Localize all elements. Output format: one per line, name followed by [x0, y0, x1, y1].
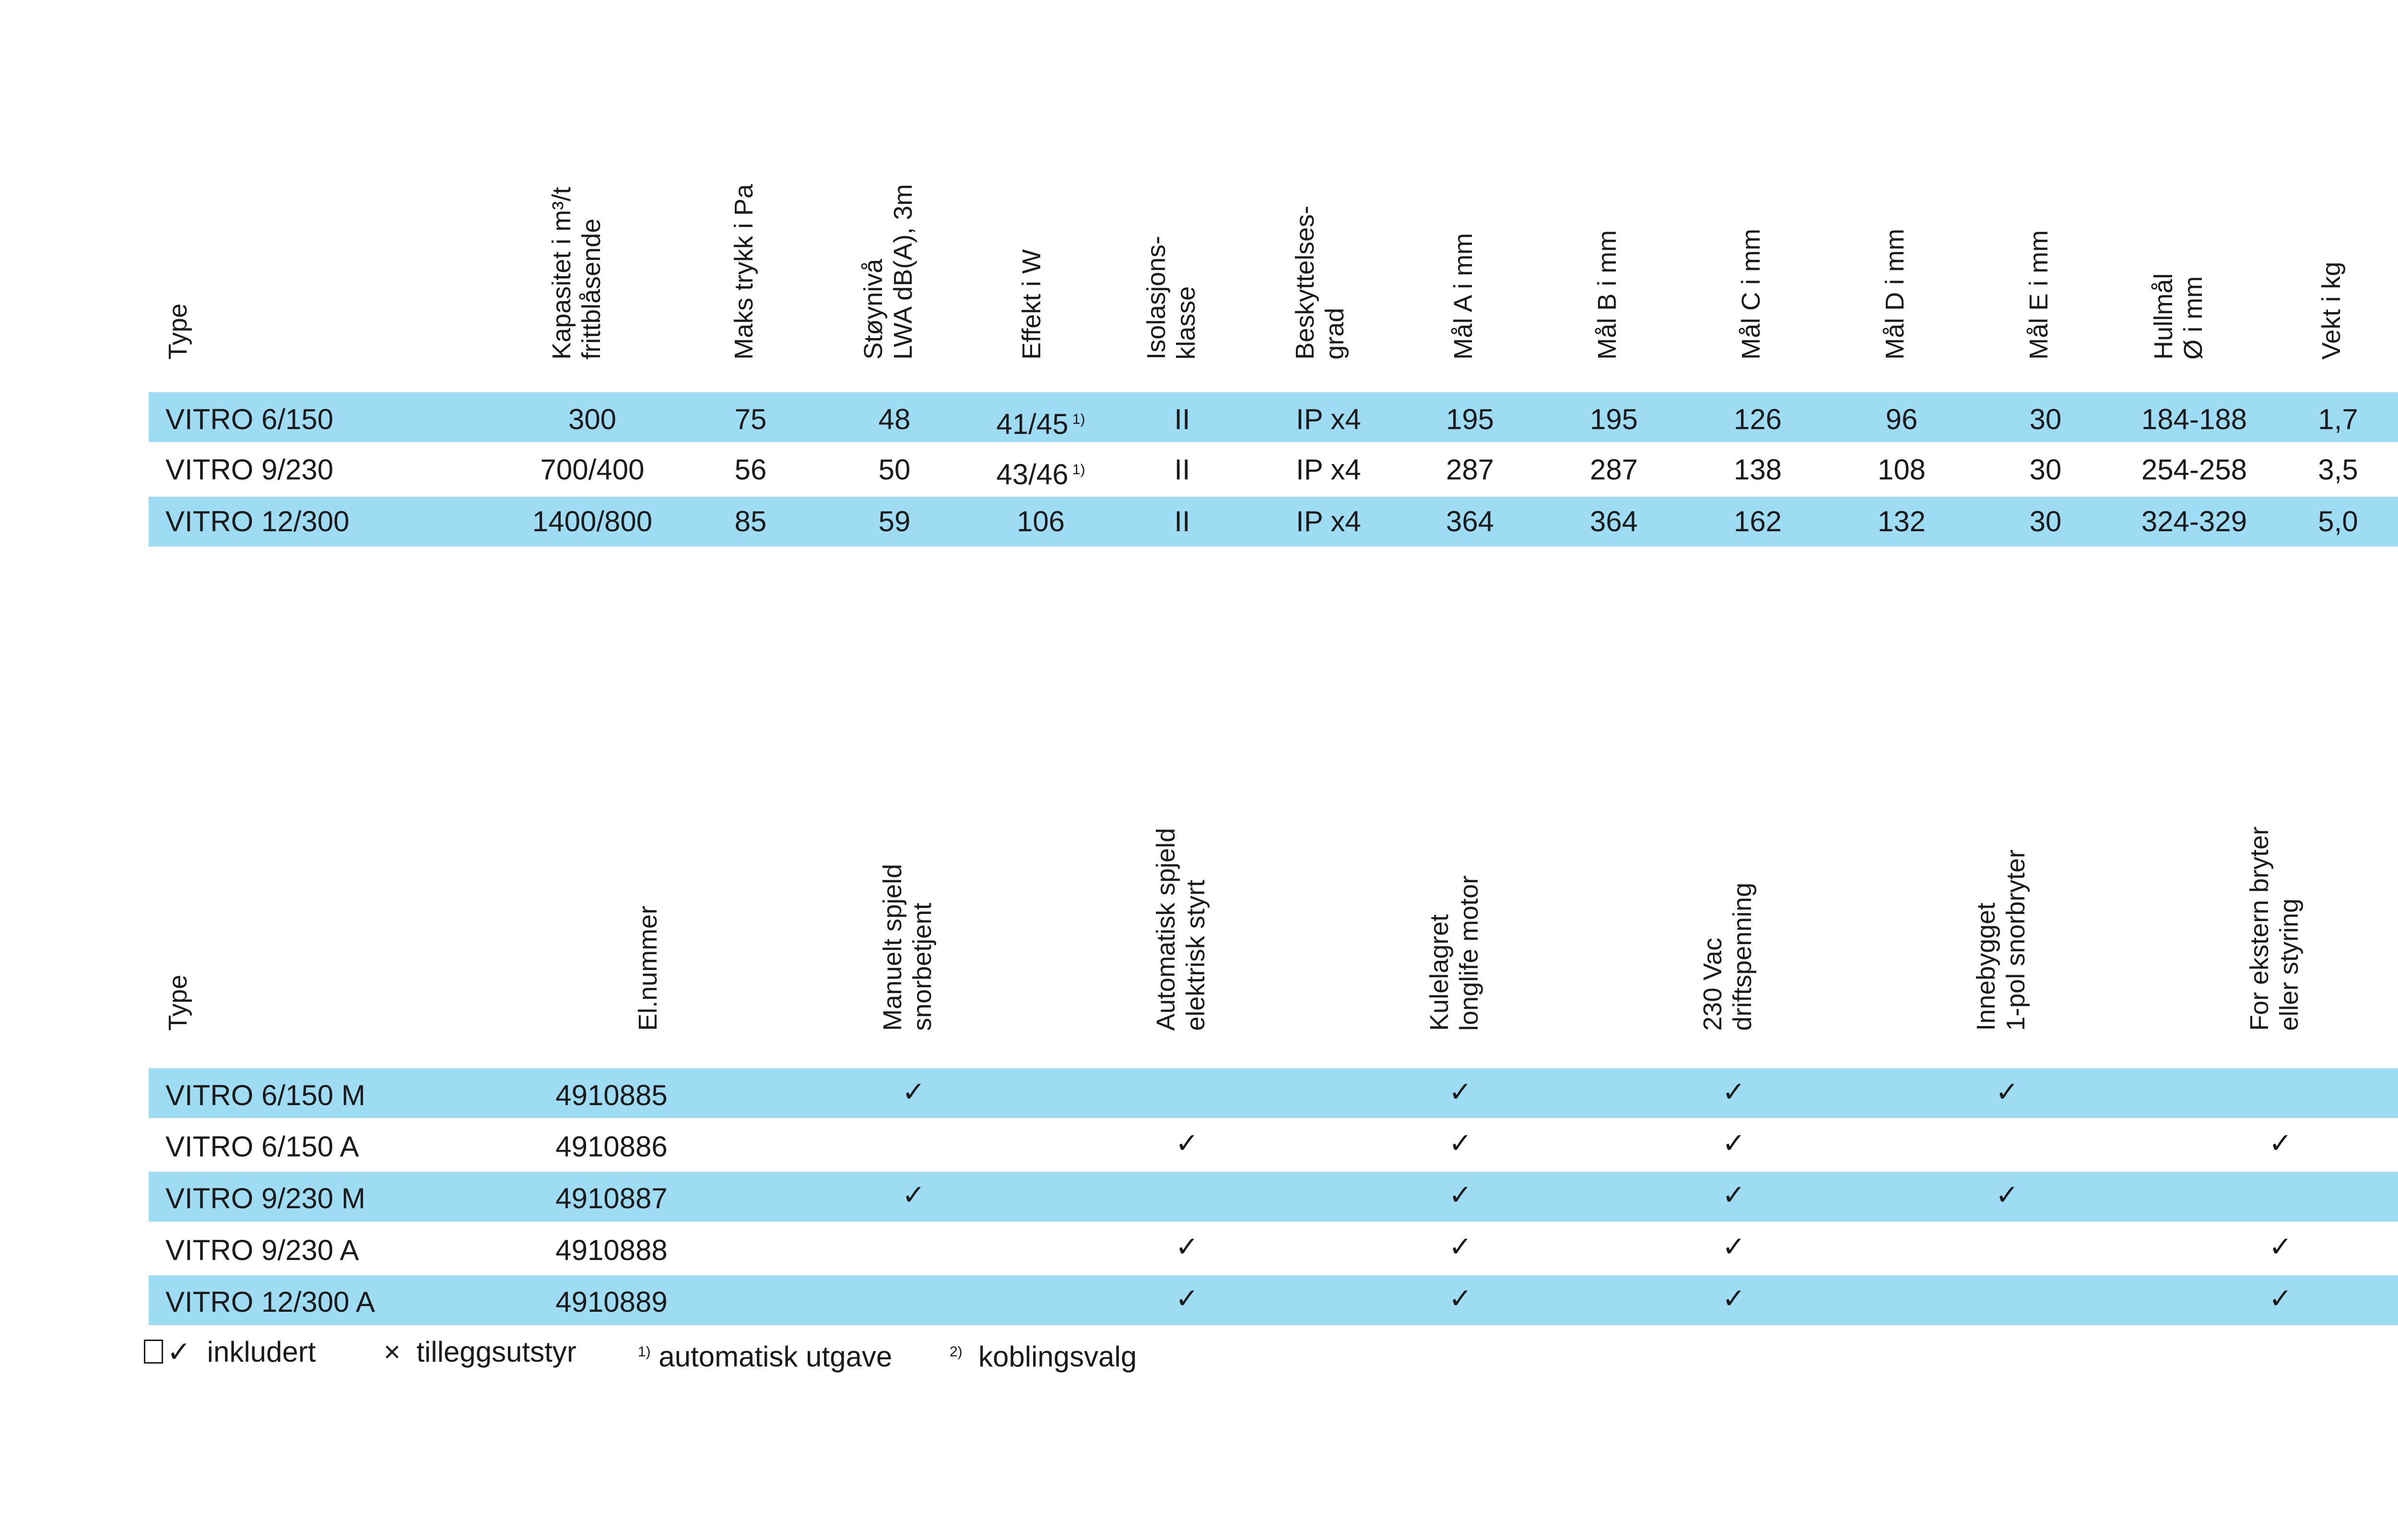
t1-cell: 108 [1877, 454, 1926, 486]
t2-header-motor: Kulelagret longlife motor [1425, 875, 1483, 1031]
cross-icon: × [384, 1336, 401, 1368]
t2-cell-type: VITRO 6/150 M [165, 1079, 365, 1111]
t2-header-pull-switch: Innebygget 1-pol snorbryter [1972, 849, 2030, 1031]
t1-header-dim-d: Mål D i mm [1881, 229, 1909, 360]
check-icon: ✓ [1448, 1231, 1472, 1262]
t1-cell: 195 [1589, 403, 1638, 435]
t1-cell: 162 [1733, 505, 1782, 537]
t1-cell: 41/45 $^{1)}$ [996, 408, 1085, 440]
check-icon: ✓ [1722, 1076, 1746, 1108]
t1-cell: 59 [878, 505, 911, 537]
t2-cell-type: VITRO 6/150 A [165, 1131, 359, 1163]
t1-cell: 195 [1446, 403, 1494, 435]
legend-accessory [384, 1338, 576, 1366]
t1-cell: II [1174, 403, 1190, 435]
check-icon: ✓ [1722, 1128, 1746, 1159]
t1-cell: 96 [1885, 403, 1918, 435]
check-icon: ✓ [1722, 1283, 1746, 1314]
check-icon: ✓ [1722, 1231, 1746, 1262]
t1-header-hole: Hullmål Ø i mm [2149, 273, 2208, 360]
t2-cell-elnumber: 4910886 [555, 1131, 668, 1163]
t2-cell-type: VITRO 9/230 M [165, 1182, 365, 1214]
t1-cell: 5,0 [2318, 505, 2358, 537]
t1-header-noise: Støynivå LWA dB(A), 3m [859, 184, 917, 360]
check-icon [144, 1340, 163, 1364]
t1-cell: IP x4 [1296, 454, 1361, 486]
t2-header-auto-damper: Automatisk spjeld elektrisk styrt [1152, 828, 1210, 1031]
check-icon: ✓ [2269, 1128, 2292, 1159]
t1-cell: 287 [1446, 454, 1494, 486]
t1-header-dim-c: Mål C i mm [1737, 229, 1765, 360]
check-icon: ✓ [1448, 1076, 1472, 1108]
t2-cell-type: VITRO 12/300 A [165, 1286, 375, 1318]
t1-cell: 50 [878, 454, 911, 486]
check-icon: ✓ [902, 1179, 926, 1211]
t1-cell: 30 [2029, 454, 2062, 486]
t1-cell-type: VITRO 6/150 [165, 403, 334, 435]
t1-cell: 132 [1877, 505, 1926, 537]
legend-note2 [950, 1338, 1137, 1371]
t1-cell: II [1174, 505, 1190, 537]
t2-row-band [149, 1068, 2398, 1118]
t1-header-power: Effekt i W [1017, 249, 1046, 360]
t2-row-band [149, 1172, 2398, 1222]
t1-cell: 1400/800 [532, 505, 653, 537]
t2-header-elnumber: El.nummer [634, 905, 662, 1031]
accessory-label: tilleggsutstyr [416, 1336, 576, 1368]
t2-cell-elnumber: 4910887 [555, 1182, 668, 1214]
t1-cell: II [1174, 454, 1190, 486]
t2-header-manual-damper: Manuelt spjeld snorbetjent [878, 863, 937, 1031]
t1-cell: 75 [734, 403, 767, 435]
check-icon: ✓ [902, 1076, 926, 1108]
included-symbol: ✓ [167, 1336, 191, 1368]
t2-cell-elnumber: 4910885 [555, 1079, 668, 1111]
note1-mark: 1) [638, 1344, 651, 1360]
t1-cell: 254-258 [2141, 454, 2247, 486]
t1-cell: 3,5 [2318, 454, 2358, 486]
check-icon: ✓ [1175, 1283, 1199, 1314]
t1-footnote-mark: 1) [1068, 462, 1085, 478]
note2-label: koblingsvalg [978, 1341, 1137, 1373]
t1-header-dim-e: Mål E i mm [2024, 230, 2053, 360]
t1-cell: 48 [878, 403, 911, 435]
t1-cell: 56 [734, 454, 767, 486]
t1-cell: 85 [734, 505, 767, 537]
t2-cell-elnumber: 4910888 [555, 1234, 668, 1266]
t2-cell-elnumber: 4910889 [555, 1286, 668, 1318]
t1-header-type: Type [164, 303, 192, 360]
legend-note1 [638, 1338, 892, 1371]
t2-cell-type: VITRO 9/230 A [165, 1234, 359, 1266]
t1-header-dim-a: Mål A i mm [1449, 233, 1478, 360]
t1-header-weight: Vekt i kg [2317, 261, 2346, 360]
legend-included [144, 1338, 316, 1366]
t1-cell: 138 [1733, 454, 1782, 486]
t1-header-dim-b: Mål B i mm [1593, 230, 1622, 360]
t2-header-type: Type [164, 974, 192, 1031]
t1-cell: 324-329 [2141, 505, 2247, 537]
check-icon: ✓ [1995, 1076, 2019, 1108]
check-icon: ✓ [1722, 1179, 1746, 1211]
t1-cell: 30 [2029, 403, 2062, 435]
t1-cell: 300 [568, 403, 617, 435]
check-icon: ✓ [1175, 1231, 1199, 1262]
t1-cell: IP x4 [1296, 403, 1361, 435]
t1-header-capacity: Kapasitet i m³/t frittblåsende [547, 187, 606, 360]
t1-footnote-mark: 1) [1068, 411, 1085, 427]
check-icon: ✓ [1448, 1128, 1472, 1159]
note2-mark: 2) [950, 1344, 963, 1360]
t1-cell: 106 [1016, 505, 1065, 537]
note1-label: automatisk utgave [658, 1341, 893, 1373]
t1-header-protection: Beskyttelses- grad [1291, 205, 1349, 360]
t1-cell: 43/46 $^{1)}$ [996, 458, 1085, 490]
t1-cell-type: VITRO 9/230 [165, 454, 334, 486]
t2-header-voltage: 230 Vac driftspenning [1698, 882, 1757, 1031]
t1-cell: 287 [1589, 454, 1638, 486]
check-icon: ✓ [1448, 1179, 1472, 1211]
included-label: inkludert [207, 1336, 316, 1368]
check-icon: ✓ [1995, 1179, 2019, 1211]
t1-header-max-pressure: Maks trykk i Pa [729, 184, 758, 360]
t1-cell: 184-188 [2141, 403, 2247, 435]
check-icon: ✓ [2269, 1231, 2292, 1262]
t1-cell-type: VITRO 12/300 [165, 505, 350, 537]
t1-cell: 30 [2029, 505, 2062, 537]
t1-cell: 1,7 [2318, 403, 2358, 435]
t2-row-band [149, 1275, 2398, 1325]
t1-cell: IP x4 [1296, 505, 1361, 537]
check-icon: ✓ [1175, 1128, 1199, 1159]
t2-header-external-switch: For ekstern bryter eller styring [2245, 826, 2304, 1031]
t1-header-insulation: Isolasjons- klasse [1142, 235, 1200, 360]
t1-cell: 364 [1446, 505, 1494, 537]
t1-cell: 126 [1733, 403, 1782, 435]
check-icon: ✓ [2269, 1283, 2292, 1314]
t1-cell: 700/400 [540, 454, 645, 486]
t1-cell: 364 [1589, 505, 1638, 537]
check-icon: ✓ [1448, 1283, 1472, 1314]
